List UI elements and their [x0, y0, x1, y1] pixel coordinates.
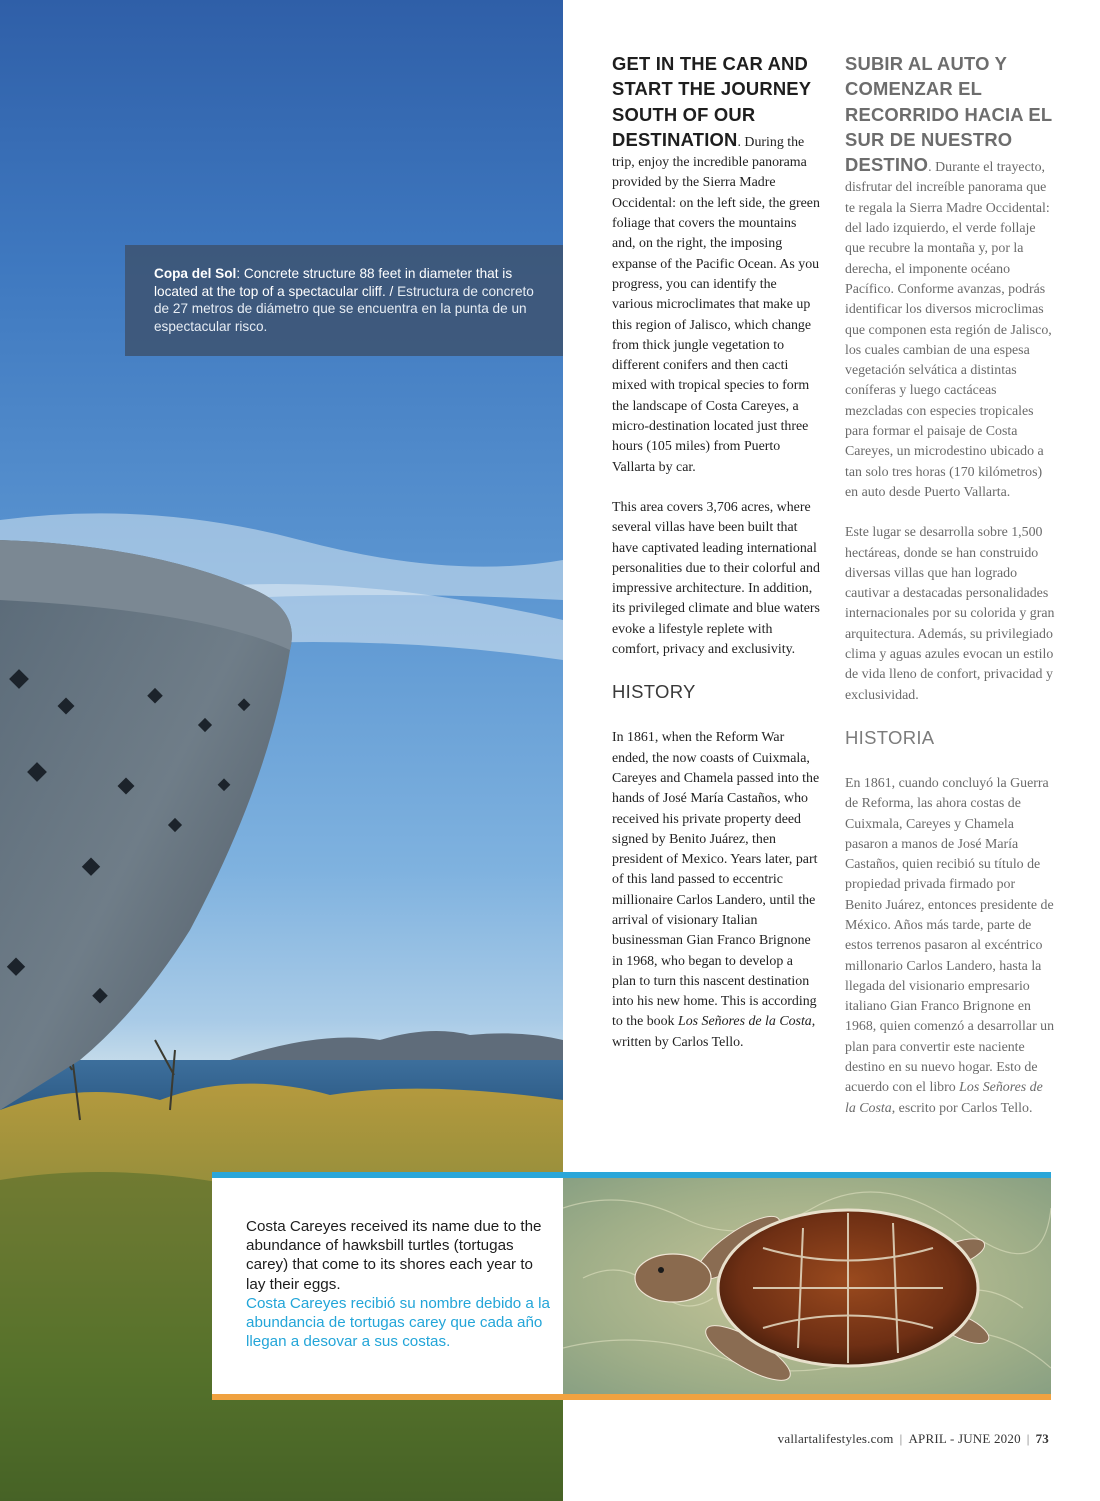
english-history-paragraph [612, 728, 820, 1053]
page-footer [778, 1431, 1049, 1447]
footer-separator-2: | [1026, 1431, 1030, 1446]
footer-issue: APRIL - JUNE 2020 [908, 1431, 1021, 1446]
spanish-history-heading: HISTORIA [845, 726, 935, 748]
spanish-history-paragraph [845, 774, 1055, 1119]
caption-text-es: Estructura de concreto de 27 metros de diámetro que se encuentra en la punta de un espectacular risco. [154, 283, 534, 334]
english-book-title: Los Señores de la Costa [677, 1014, 812, 1030]
english-intro-text: . During the trip, enjoy the incredible panorama provided by the Sierra Madre Occidental: on the left side, the green foliage that covers the mountains and, on the right, the imposing expanse of the Pacific Ocean. As you progress, you can identify the various microclimates that make up this region of Jalisco, which change from thick jungle vegetation to different conifers and then cacti mixed with tropical species to form the landscape of Costa Careyes, a micro-destination located just three hours (105 miles) from Puerto Vallarta by car. [612, 134, 820, 475]
english-heading: GET IN THE CAR AND START THE JOURNEY SOUTH OF OUR DESTINATION [612, 53, 811, 150]
english-intro-paragraph [612, 52, 820, 478]
spanish-intro-paragraph [845, 52, 1055, 503]
turtle-photo [563, 1178, 1051, 1394]
callout-text-es: Costa Careyes recibió su nombre debido a la abundancia de tortugas carey que cada año llegan a desovar a sus costas. [246, 1294, 550, 1351]
spanish-history-text: En 1861, cuando concluyó la Guerra de Reforma, las ahora costas de Cuixmala, Careyes y Chamela pasaron a manos de José María Castaños, quien recibió su título de propiedad privada firmado por Benito Juárez, entonces presidente de México. Años más tarde, parte de estos terrenos pasaron al excéntrico millonario Carlos Landero, hasta la llegada del visionario empresario italiano Gian Franco Brignone en 1968, quien comenzó a desarrollar un plan para convertir este naciente destino en su nuevo hogar. Esto de acuerdo con el libro [845, 775, 1055, 1096]
footer-separator-1: | [899, 1431, 903, 1446]
english-paragraph-2: This area covers 3,706 acres, where several villas have been built that have captivated leading international personalities due to their colorful and impressive architecture. In addition, its privileged climate and blue waters evoke a lifestyle replete with comfort, privacy and exclusivity. [612, 499, 820, 658]
spanish-heading: SUBIR AL AUTO Y COMENZAR EL RECORRIDO HACIA EL SUR DE NUESTRO DESTINO [845, 53, 1052, 176]
spanish-intro-text: . Durante el trayecto, disfrutar del increíble panorama que te regala la Sierra Madre Occidental: del lado izquierdo, el verde follaje que recubre la montaña y, por la derecha, el imponente océano Pacífico. Conforme avanzas, podrás identificar los diversos microclimas que componen esta región de Jalisco, los cuales cambian de una espesa vegetación selvática a distintas coníferas y luego cactáceas mezcladas con especies tropicales para formar el paisaje de Costa Careyes, un microdestino ubicado a tan solo tres horas (170 kilómetros) en auto desde Puerto Vallarta. [845, 160, 1052, 500]
turtle-callout [212, 1172, 1051, 1400]
english-column [612, 52, 820, 1073]
photo-caption [125, 245, 563, 356]
callout-text-en: Costa Careyes received its name due to the abundance of hawksbill turtles (tortugas carey) that come to its shores each year to lay their eggs. [246, 1218, 542, 1293]
spanish-paragraph-2: Este lugar se desarrolla sobre 1,500 hectáreas, donde se han construido diversas villas que han logrado cautivar a destacadas personalidades internacionales por su colorida y gran arquitectura. Además, su privilegiado clima y aguas azules evocan un estilo de vida lleno de confort, privacidad y exclusividad. [845, 525, 1055, 703]
caption-title: Copa del Sol [154, 266, 237, 281]
footer-website[interactable]: vallartalifestyles.com [777, 1431, 894, 1446]
page-number: 73 [1035, 1431, 1049, 1446]
english-history-end: , written by Carlos Tello. [612, 1014, 816, 1050]
callout-bottom-bar [212, 1394, 1051, 1400]
caption-text-en: : Concrete structure 88 feet in diameter that is located at the top of a spectacular cliff. / [154, 266, 513, 299]
callout-text [246, 1217, 556, 1351]
spanish-history-end: , escrito por Carlos Tello. [891, 1100, 1033, 1116]
spanish-column [845, 52, 1055, 1139]
turtle-illustration [563, 1178, 1051, 1394]
english-history-heading: HISTORY [612, 681, 696, 703]
spanish-book-title: Los Señores de la Costa [845, 1080, 1043, 1116]
english-history-text: In 1861, when the Reform War ended, the now coasts of Cuixmala, Careyes and Chamela passed into the hands of José María Castaños, who received his private property deed signed by Benito Juárez, then president of Mexico. Years later, part of this land passed to eccentric millionaire Carlos Landero, until the arrival of visionary Italian businessman Gian Franco Brignone in 1968, who began to develop a plan to turn this nascent destination into his new home. This is according to the book [612, 730, 820, 1030]
